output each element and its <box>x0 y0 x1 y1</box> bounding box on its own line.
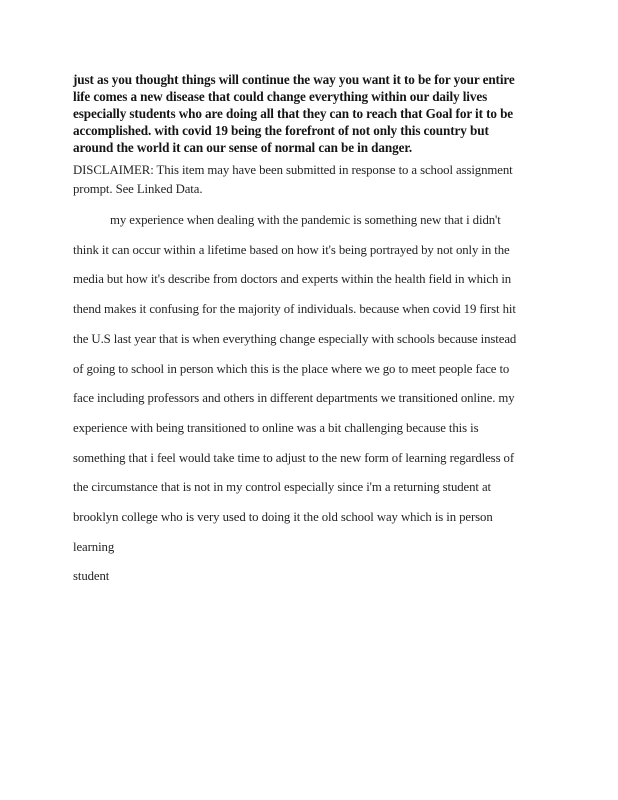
text-line: my experience when dealing with the pandemic is something new that i didn't <box>110 213 501 227</box>
text-line: of going to school in person which this is the place where we go to meet people face to <box>73 361 510 376</box>
text-line: the circumstance that is not in my control especially since i'm a returning student at <box>73 480 492 495</box>
page-content <box>73 71 541 592</box>
text-line: media but how it's describe from doctors and experts within the health field in which in <box>73 272 512 287</box>
text-line: think it can occur within a lifetime based on how it's being portrayed by not only in the <box>73 242 510 257</box>
text-line: accomplished. with covid 19 being the forefront of not only this country but <box>73 123 489 138</box>
text-line: just as you thought things will continue the way you want it to be for your entire <box>73 72 515 87</box>
text-line: thend makes it confusing for the majority of individuals. because when covid 19 first hit <box>73 302 516 317</box>
text-line: brooklyn college who is very used to doing it the old school way which is in person <box>73 510 493 525</box>
text-line: life comes a new disease that could change everything within our daily lives <box>73 89 488 104</box>
text-line: the U.S last year that is when everything change especially with schools because instead <box>73 331 517 346</box>
essay-body-paragraph <box>73 206 541 592</box>
text-line: around the world it can our sense of normal can be in danger. <box>73 140 413 155</box>
text-line: DISCLAIMER: This item may have been submitted in response to a school assignment <box>73 163 513 177</box>
text-line: prompt. See Linked Data. <box>73 181 203 196</box>
disclaimer-paragraph <box>73 161 541 198</box>
text-line: experience with being transitioned to online was a bit challenging because this is <box>73 420 479 435</box>
essay-heading-paragraph <box>73 71 541 156</box>
text-line: learning <box>73 539 115 554</box>
text-line: student <box>73 569 110 584</box>
text-line: something that i feel would take time to adjust to the new form of learning regardless of <box>73 450 515 465</box>
text-line: face including professors and others in different departments we transitioned online. my <box>73 391 515 406</box>
text-line: especially students who are doing all that they can to reach that Goal for it to be <box>73 106 514 121</box>
